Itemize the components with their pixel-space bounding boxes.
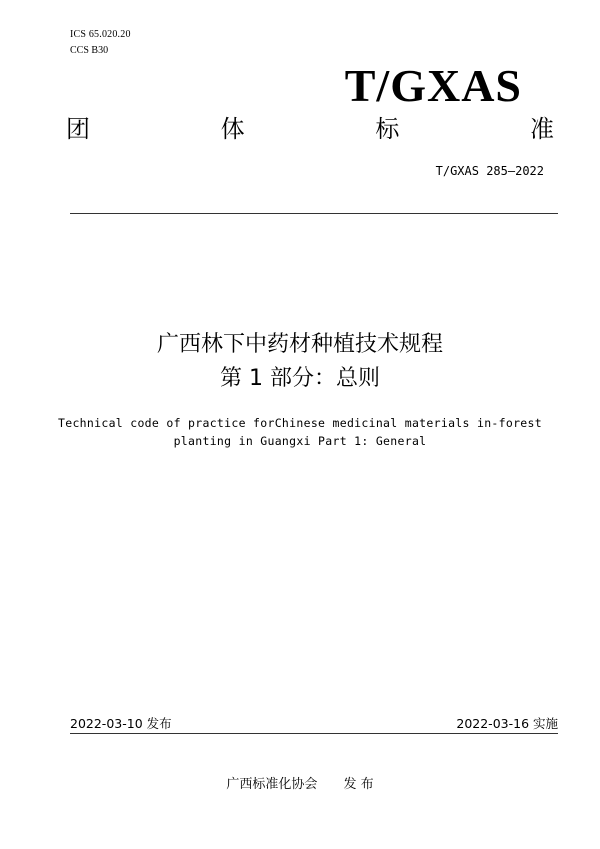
standard-type-char: 标 (375, 115, 400, 143)
standard-type-char: 准 (529, 115, 554, 143)
title-en-line2: planting in Guangxi Part 1: General (173, 434, 427, 448)
standard-brand-logo: T/GXAS (344, 60, 522, 111)
standard-type (66, 113, 554, 145)
title-zh-part: 第 1 部分：总则 (220, 366, 380, 391)
title-zh-main: 广西林下中药材种植技术规程 (156, 332, 443, 357)
issuer-action: 发 布 (343, 777, 374, 792)
footer-divider (70, 733, 558, 734)
standard-number: T/GXAS 285—2022 (435, 164, 544, 178)
standard-type-char: 团 (66, 115, 90, 143)
ics-code: ICS 65.020.20 (70, 29, 131, 40)
ccs-code: CCS B30 (70, 45, 109, 56)
title-en-line1: Technical code of practice forChinese medicinal materials in-forest (58, 416, 542, 430)
issuer-organization: 广西标准化协会 (226, 777, 318, 792)
publish-date: 2022-03-10 发布 (70, 716, 172, 731)
issuer (0, 776, 600, 794)
implement-date: 2022-03-16 实施 (456, 716, 558, 731)
standard-type-char: 体 (220, 115, 245, 143)
header-divider (70, 213, 558, 214)
